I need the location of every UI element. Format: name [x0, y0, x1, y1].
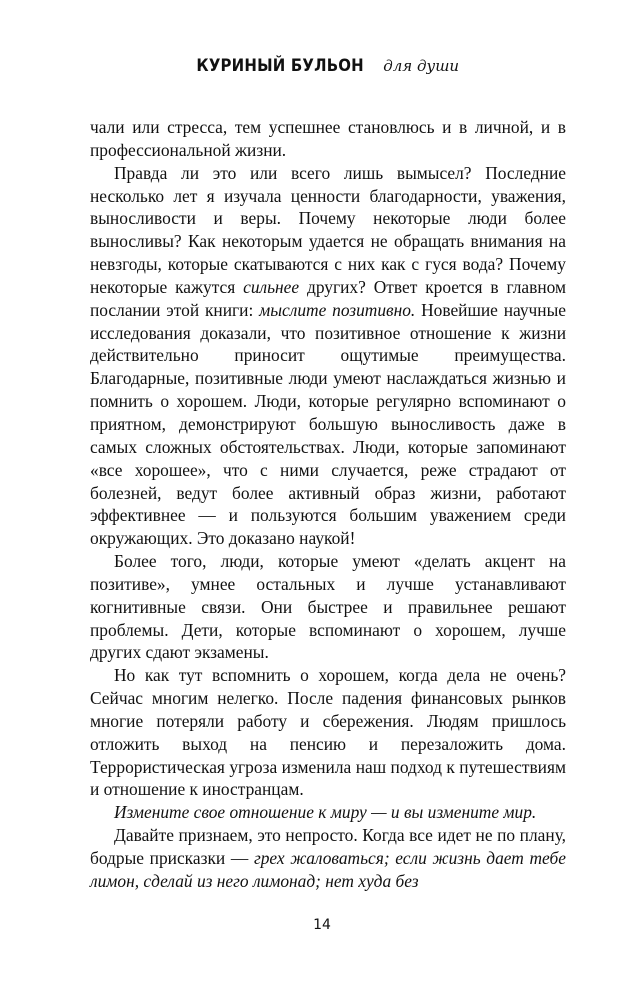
book-title: КУРИНЫЙ БУЛЬОН	[196, 56, 364, 76]
text-run: Более того, люди, которые умеют «делать акцент на позитиве», умнее остальных и лучше устанавливают когнитивные связи. Они быстрее и правильнее решают проблемы. Дети, которые вспоминают о хорошем, лучше других сдают экзамены.	[90, 551, 566, 663]
paragraph	[90, 116, 566, 162]
book-title-script: для души	[383, 57, 460, 75]
text-run: чали или стресса, тем успешнее становлюсь и в личной, и в профессиональной жизни.	[90, 117, 566, 160]
paragraph	[90, 801, 566, 824]
emphasis-text: сильнее	[243, 276, 300, 297]
body-text	[90, 116, 566, 893]
text-run: Правда ли это или всего лишь вымысел? Последние несколько лет я изучала ценности благодарности, уважения, выносливости и веры. Почему некоторые люди более выносливы? Как некоторым удается не обращать внимания на невзгоды, которые скатываются с них как с гуся вода? Почему некоторые кажутся	[90, 162, 566, 297]
running-head	[0, 56, 644, 76]
text-run: Но как тут вспомнить о хорошем, когда дела не очень? Сейчас многим нелегко. После падения финансовых рынков многие потеряли работу и сбережения. Людям пришлось отложить выход на пенсию и перезаложить дома. Террористическая угроза изменила наш подход к путешествиям и отношение к иностранцам.	[90, 665, 566, 800]
paragraph	[90, 550, 566, 664]
emphasis-text: мыслите позитивно.	[259, 299, 416, 320]
page-number: 14	[313, 917, 331, 933]
text-run: Давайте признаем, это непросто. Когда все идет не по плану, бодрые присказки —	[90, 825, 566, 868]
paragraph	[90, 824, 566, 893]
paragraph	[90, 664, 566, 801]
paragraph	[90, 162, 566, 550]
emphasis-text: Измените свое отношение к миру — и вы измените мир.	[114, 802, 537, 823]
text-run: Новейшие научные исследования доказали, что позитивное отношение к жизни действительно приносит ощутимые преимущества. Благодарные, позитивные люди умеют наслаждаться жизнью и помнить о хорошем. Люди, которые регулярно вспоминают о приятном, демонстрируют большую выносливость даже в самых сложных обстоятельствах. Люди, которые запоминают «все хорошее», что с ними случается, реже страдают от болезней, ведут более активный образ жизни, работают эффективнее — и пользуются большим уважением среди окружающих. Это доказано наукой!	[90, 299, 567, 549]
text-run: других? Ответ кроется в главном послании этой книги:	[90, 276, 566, 320]
emphasis-text: грех жаловаться; если жизнь дает тебе лимон, сделай из него лимонад; нет худа без	[90, 848, 567, 891]
